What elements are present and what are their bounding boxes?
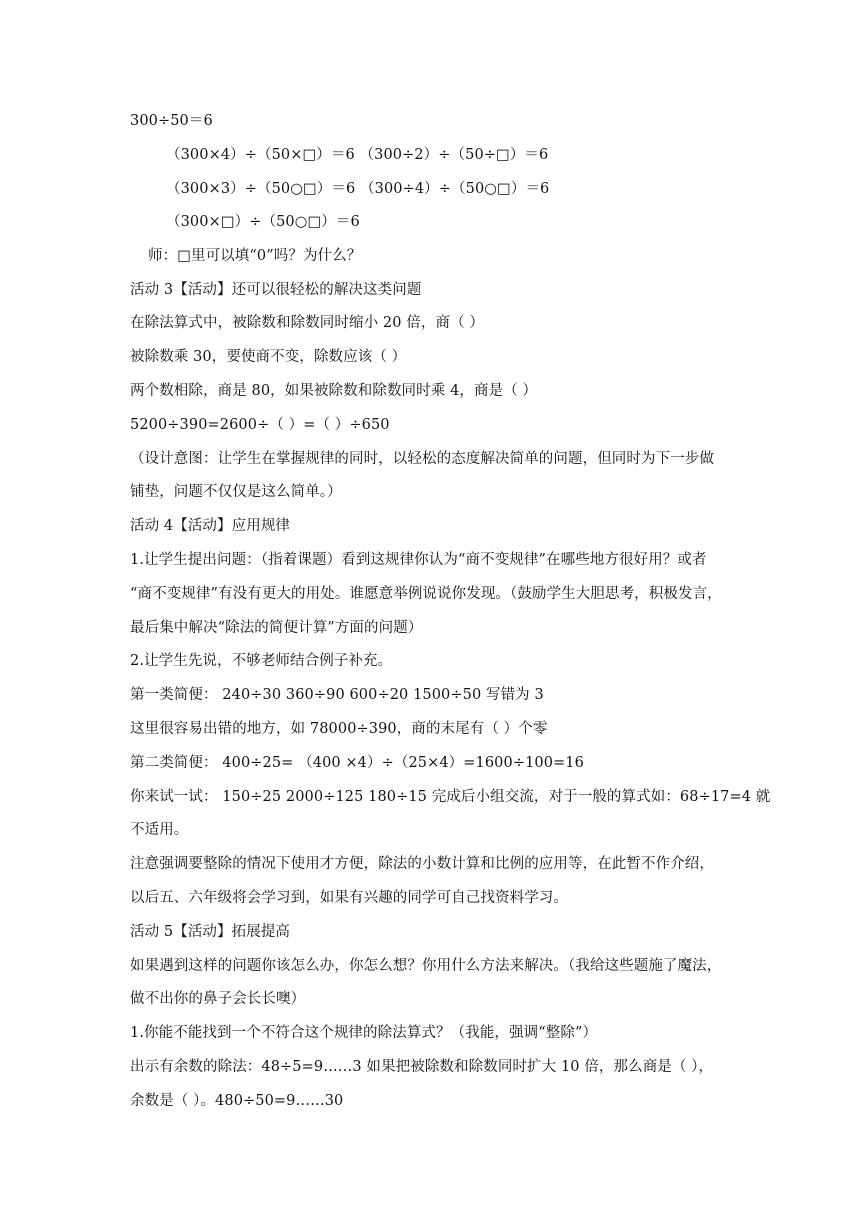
- section-heading: 活动 3【活动】还可以很轻松的解决这类问题: [130, 282, 422, 298]
- text-line: 1.让学生提出问题：（指着课题）看到这规律你认为“商不变规律”在哪些地方很好用？或者: [130, 552, 707, 568]
- text-line: 300÷50＝6: [130, 113, 213, 129]
- text-line: 师：□里可以填“0”吗？为什么？: [148, 248, 362, 264]
- text-line: 出示有余数的除法：48÷5=9……3 如果把被除数和除数同时扩大 10 倍，那么商是（ ），: [130, 1059, 714, 1075]
- text-line: 不适用。: [130, 822, 189, 838]
- section-heading: 活动 5【活动】拓展提高: [130, 924, 291, 940]
- text-line: 1.你能不能找到一个不符合这个规律的除法算式？（我能，强调“整除”）: [130, 1025, 598, 1041]
- text-line: （设计意图：让学生在掌握规律的同时，以轻松的态度解决简单的问题，但同时为下一步做: [130, 451, 714, 467]
- text-line: 注意强调要整除的情况下使用才方便，除法的小数计算和比例的应用等，在此暂不作介绍，: [130, 856, 714, 872]
- text-line: 在除法算式中，被除数和除数同时缩小 20 倍，商（ ）: [130, 315, 484, 331]
- text-line: 5200÷390=2600÷（ ）=（ ）÷650: [130, 417, 390, 433]
- text-line: 两个数相除，商是 80，如果被除数和除数同时乘 4，商是（ ）: [130, 383, 538, 399]
- text-line: 铺垫，问题不仅仅是这么简单。）: [130, 484, 342, 500]
- section-heading: 活动 4【活动】应用规律: [130, 518, 291, 534]
- text-line: 这里很容易出错的地方，如 78000÷390，商的末尾有（ ）个零: [130, 721, 548, 737]
- text-line: 余数是（ ）。480÷50=9……30: [130, 1093, 344, 1109]
- text-line: 如果遇到这样的问题你该怎么办，你怎么想？你用什么方法来解决。（我给这些题施了魔法，: [130, 958, 722, 974]
- text-line: 做不出你的鼻子会长长噢）: [130, 991, 306, 1007]
- text-line: 被除数乘 30，要使商不变，除数应该（ ）: [130, 349, 407, 365]
- text-line: （300×4）÷（50×□）＝6 （300÷2）÷（50÷□）＝6: [166, 147, 549, 163]
- text-line: （300×□）÷（50○□）＝6: [166, 214, 360, 230]
- text-line: 最后集中解决“除法的简便计算”方面的问题）: [130, 620, 423, 636]
- text-line: 第一类简便： 240÷30 360÷90 600÷20 1500÷50 写错为 3: [130, 687, 544, 703]
- text-line: 以后五、六年级将会学习到，如果有兴趣的同学可自己找资料学习。: [130, 890, 568, 906]
- text-line: 第二类简便： 400÷25= （400 ×4）÷（25×4）=1600÷100=16: [130, 755, 584, 771]
- text-line: （300×3）÷（50○□）＝6 （300÷4）÷（50○□）＝6: [166, 181, 550, 197]
- text-line: 2.让学生先说，不够老师结合例子补充。: [130, 653, 393, 669]
- text-line: “商不变规律”有没有更大的用处。谁愿意举例说说你发现。（鼓励学生大胆思考，积极发言，: [130, 586, 722, 602]
- text-line: 你来试一试： 150÷25 2000÷125 180÷15 完成后小组交流，对于一般的算式如：68÷17=4 就: [130, 789, 771, 805]
